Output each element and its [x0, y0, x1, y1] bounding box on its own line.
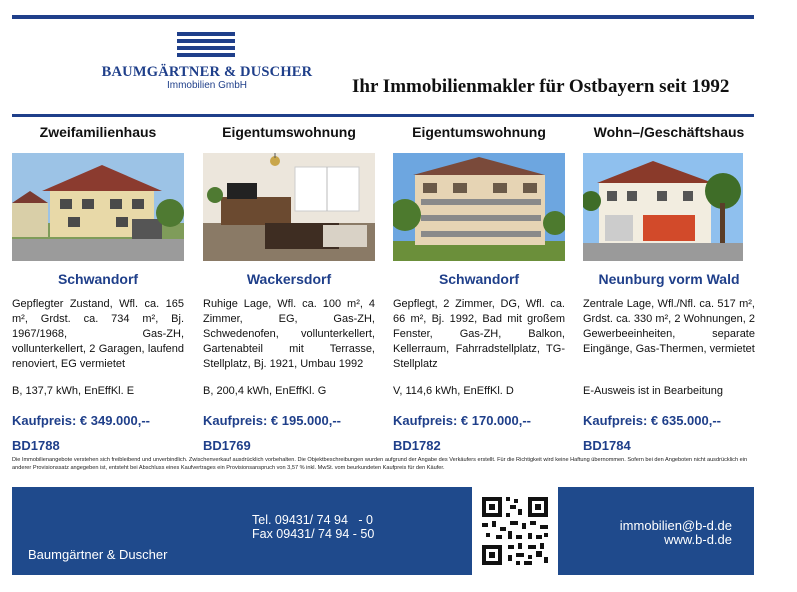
listing-card[interactable]: [203, 124, 375, 453]
listing-ref: BD1769: [203, 438, 251, 453]
footer-fax: Fax 09431/ 74 94 - 50: [252, 527, 375, 541]
company-logo: [100, 32, 314, 102]
listing-ref: BD1784: [583, 438, 631, 453]
footer-bar: [12, 487, 754, 575]
footer-phone: Tel. 09431/ 74 94 - 0: [252, 513, 373, 527]
qr-code[interactable]: [472, 487, 558, 575]
listing-price: Kaufpreis: € 195.000,--: [203, 413, 342, 428]
listing-type: Wohn–/Geschäftshaus: [593, 124, 745, 140]
tagline: Ihr Immobilienmakler für Ostbayern seit 1992: [352, 76, 730, 97]
qr-code-icon: [472, 487, 558, 575]
listing-ref: BD1782: [393, 438, 441, 453]
listing-type: Eigentumswohnung: [412, 124, 546, 140]
listing-description: Zentrale Lage, Wfl./Nfl. ca. 517 m², Grdst. ca. 330 m², 2 Wohnungen, 2 Gewerbeeinheiten, separate Eingänge, Gas-Thermen, vermietet: [583, 298, 755, 355]
listing-card[interactable]: [583, 124, 755, 453]
logo-company-name: BAUMGÄRTNER & DUSCHER: [101, 64, 313, 80]
listing-city: Schwandorf: [57, 271, 139, 287]
listing-photo[interactable]: [393, 153, 565, 261]
listing-price: Kaufpreis: € 635.000,--: [583, 413, 722, 428]
listing-description: Ruhige Lage, Wfl. ca. 100 m², 4 Zimmer, EG, Gas-ZH, Schwedenofen, vollunterkellert, Gartenabteil mit Terrasse, Stellplatz, Bj. 1921, Umbau 1992: [203, 298, 375, 370]
listing-photo[interactable]: [12, 153, 184, 261]
logo-company-sub: Immobilien GmbH: [166, 80, 248, 91]
listing-photo[interactable]: [203, 153, 375, 261]
listing-energy: E-Ausweis ist in Bearbeitung: [583, 385, 724, 397]
listing-energy: B, 200,4 kWh, EnEffKl. G: [203, 385, 327, 397]
listing-energy: B, 137,7 kWh, EnEffKl. E: [12, 385, 135, 397]
listing-description: Gepflegt, 2 Zimmer, DG, Wfl. ca. 66 m², Bj. 1992, Bad mit großem Fenster, Gas-ZH, Balkon, Kellerraum, Fahrradstellplatz, TG-Stellplatz: [393, 298, 565, 370]
footer-web-link[interactable]: www.b-d.de: [664, 532, 732, 547]
disclaimer-text: Die Immobilienangebote verstehen sich freibleibend und unverbindlich. Zwischenverkauf ausdrücklich vorbehalten. Die Objektbeschreibungen wurden aufgrund der Angabe des Verkäufers erstellt. Für die Richtigkeit wird keine Haftung übernommen. Sofern bei den Angeboten nicht ausdrücklich ein anderer Provisionssatz angegeben ist, entsteht bei Abschluss eines Kaufvertrages ein Provisionsanspruch von 3,57 % inkl. MwSt. vom beurkundeten Kaufpreis für den Käufer.: [12, 457, 748, 471]
listing-energy: V, 114,6 kWh, EnEffKl. D: [393, 385, 514, 397]
listing-photo[interactable]: [583, 153, 755, 261]
listing-card[interactable]: [393, 124, 565, 453]
listing-type: Zweifamilienhaus: [39, 124, 157, 140]
top-accent-bar: [12, 15, 754, 19]
footer-contact: [620, 519, 732, 547]
listing-city: Wackersdorf: [246, 271, 332, 287]
footer-email-link[interactable]: immobilien@b-d.de: [619, 518, 732, 533]
listing-description: Gepflegter Zustand, Wfl. ca. 165 m², Grdst. ca. 734 m², Bj. 1967/1968, Gas-ZH, vollunterkellert, 2 Garagen, laufend renoviert, EG vermietet: [12, 298, 184, 370]
logo-stripes-icon: [177, 32, 235, 60]
footer-phone-block: [252, 513, 374, 541]
listing-ref: BD1788: [12, 438, 60, 453]
listing-type: Eigentumswohnung: [222, 124, 356, 140]
listing-city: Neunburg vorm Wald: [598, 271, 740, 287]
listing-price: Kaufpreis: € 170.000,--: [393, 413, 532, 428]
header-divider: [12, 114, 754, 117]
footer-company: Baumgärtner & Duscher: [28, 547, 168, 562]
listing-card[interactable]: [12, 124, 184, 453]
listing-price: Kaufpreis: € 349.000,--: [12, 413, 151, 428]
listing-city: Schwandorf: [438, 271, 520, 287]
